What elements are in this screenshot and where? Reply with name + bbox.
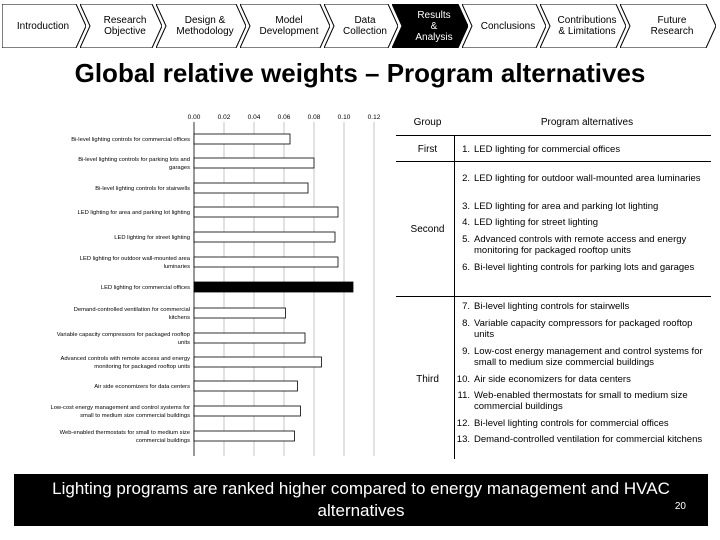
category-label: luminaries — [163, 264, 190, 270]
list-item: 13. Demand-controlled ventilation for commercial kitchens — [456, 434, 703, 445]
bar — [194, 308, 286, 318]
header-group: Group — [413, 117, 442, 128]
bar — [194, 232, 335, 242]
bar — [194, 257, 338, 267]
nav-tab-3[interactable] — [156, 4, 246, 48]
takeaway-text: Lighting programs are ranked higher compared to energy management and HVAC alternatives — [52, 479, 670, 520]
alternatives-table — [396, 110, 711, 460]
category-label: LED lighting for street lighting — [114, 235, 190, 241]
x-tick-label: 0.10 — [337, 114, 351, 121]
x-tick-label: 0.08 — [307, 114, 321, 121]
x-tick-label: 0.02 — [217, 114, 231, 121]
nav-tab-label: Design & Methodology — [176, 15, 234, 37]
nav-tab-5[interactable] — [324, 4, 398, 48]
nav-tab-7[interactable] — [462, 4, 546, 48]
nav-tab-1[interactable] — [2, 4, 86, 48]
nav-tab-label: Conclusions — [480, 20, 536, 32]
list-item: 9. Low-cost energy management and control systems for small to medium size commercial buildings — [462, 346, 703, 368]
group-second: Second — [410, 224, 445, 235]
list-item: 2. LED lighting for outdoor wall-mounted area luminaries — [462, 173, 701, 184]
category-label: Bi-level lighting controls for parking lots and — [78, 157, 190, 163]
list-item: 10. Air side economizers for data centers — [456, 374, 631, 385]
x-tick-label: 0.04 — [247, 114, 261, 121]
section-nav — [0, 0, 720, 50]
category-label: small to medium size commercial buildings — [80, 413, 190, 419]
nav-tab-label: Research Objective — [103, 15, 147, 37]
list-item: 8. Variable capacity compressors for packaged rooftop units — [462, 318, 693, 340]
list-item: 7. Bi-level lighting controls for stairwells — [462, 301, 630, 312]
takeaway-banner — [14, 474, 708, 526]
column-divider — [454, 136, 455, 459]
bar — [194, 357, 322, 367]
group-first: First — [417, 144, 438, 155]
x-tick-label: 0.00 — [187, 114, 201, 121]
category-label: Air side economizers for data centers — [94, 384, 190, 390]
nav-tab-4[interactable] — [240, 4, 330, 48]
category-label: Bi-level lighting controls for commercial offices — [71, 137, 190, 143]
bar — [194, 134, 290, 144]
nav-tab-label: Model Development — [259, 15, 319, 37]
category-label: garages — [169, 165, 190, 171]
bar — [194, 381, 298, 391]
list-item: 3. LED lighting for area and parking lot lighting — [462, 201, 659, 212]
nav-tab-label: Results & Analysis — [415, 9, 453, 43]
category-label: commercial buildings — [135, 438, 190, 444]
x-tick-label: 0.06 — [277, 114, 291, 121]
page-number: 20 — [674, 501, 686, 512]
category-label: Bi-level lighting controls for stairwells — [95, 186, 190, 192]
category-label: units — [177, 340, 190, 346]
nav-tab-label: Future Research — [650, 15, 694, 37]
x-tick-label: 0.12 — [367, 114, 381, 121]
category-label: Demand-controlled ventilation for commercial — [73, 307, 190, 313]
category-label: monitoring for packaged rooftop units — [94, 364, 190, 370]
list-item: 1. LED lighting for commercial offices — [462, 144, 621, 155]
list-item: 11. Web-enabled thermostats for small to medium size commercial buildings — [457, 390, 688, 412]
bar — [194, 406, 301, 416]
weights-bar-chart — [0, 106, 400, 458]
category-label: Variable capacity compressors for packaged rooftop — [56, 332, 190, 338]
nav-tab-label: Contributions & Limitations — [557, 15, 617, 37]
nav-tab-6[interactable] — [392, 4, 468, 48]
group-divider — [396, 161, 711, 162]
bar — [194, 183, 308, 193]
nav-tab-label: Data Collection — [343, 15, 387, 37]
nav-tab-8[interactable] — [540, 4, 626, 48]
group-third: Third — [416, 374, 439, 385]
bar — [194, 158, 314, 168]
bar — [194, 282, 353, 292]
category-label: LED lighting for commercial offices — [100, 285, 190, 291]
category-label: Web-enabled thermostats for small to medium size — [59, 430, 190, 436]
category-label: LED lighting for outdoor wall-mounted area — [79, 256, 190, 262]
list-item: 4. LED lighting for street lighting — [462, 217, 599, 228]
list-item: 6. Bi-level lighting controls for parking lots and garages — [462, 262, 695, 273]
bar — [194, 333, 305, 343]
nav-tab-2[interactable] — [80, 4, 162, 48]
list-item: 12. Bi-level lighting controls for commercial offices — [456, 418, 669, 429]
nav-tab-label: Introduction — [16, 20, 70, 32]
bar — [194, 207, 338, 217]
table-header — [396, 110, 711, 136]
list-item: 5. Advanced controls with remote access and energy monitoring for packaged rooftop units — [462, 234, 687, 256]
category-label: Low-cost energy management and control systems for — [50, 405, 190, 411]
category-label: kitchens — [168, 315, 190, 321]
category-label: Advanced controls with remote access and energy — [60, 356, 190, 362]
bar — [194, 431, 295, 441]
header-alternatives: Program alternatives — [540, 117, 634, 128]
slide-title: Global relative weights – Program alternatives — [74, 58, 646, 88]
group-divider — [396, 296, 711, 297]
category-label: LED lighting for area and parking lot lighting — [77, 210, 190, 216]
nav-tab-9[interactable] — [620, 4, 716, 48]
